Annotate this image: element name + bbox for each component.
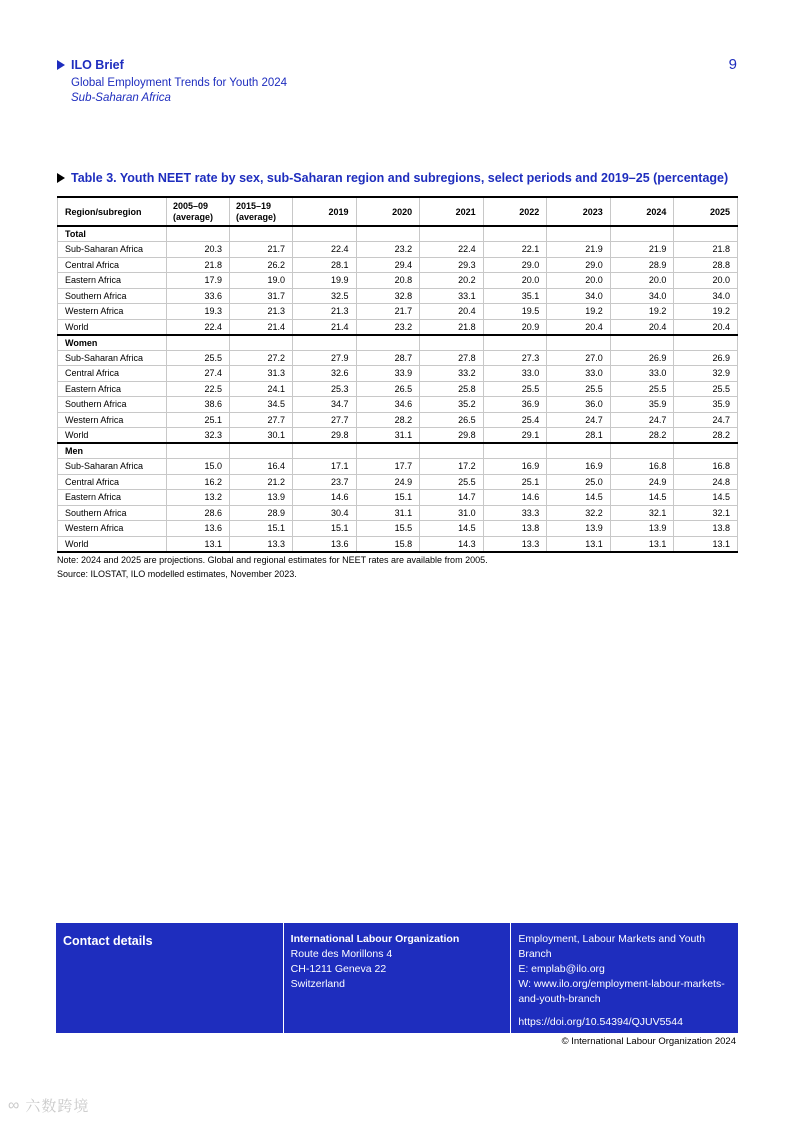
value-cell: 16.4 [230,459,293,475]
value-cell: 27.8 [420,350,484,366]
address-line-1: Route des Morillons 4 [290,948,393,960]
table-notes [57,553,488,581]
value-cell: 25.0 [547,474,611,490]
value-cell: 16.9 [547,459,611,475]
value-cell: 13.1 [610,536,674,552]
table-title-text: Table 3. Youth NEET rate by sex, sub-Saharan region and subregions, select periods and 2019–25 (percentage) [71,171,729,185]
value-cell: 19.3 [167,304,230,320]
value-cell: 22.4 [420,242,484,258]
value-cell: 22.5 [167,381,230,397]
value-cell: 24.7 [610,412,674,428]
value-cell: 14.6 [293,490,357,506]
value-cell: 25.5 [674,381,738,397]
value-cell: 25.1 [483,474,547,490]
value-cell: 19.2 [547,304,611,320]
value-cell: 34.0 [547,288,611,304]
row-label: Sub-Saharan Africa [58,350,167,366]
value-cell: 27.3 [483,350,547,366]
value-cell: 32.3 [167,428,230,444]
value-cell: 14.5 [610,490,674,506]
value-cell: 26.9 [674,350,738,366]
value-cell: 29.0 [547,257,611,273]
value-cell: 26.5 [420,412,484,428]
empty-cell [420,226,484,242]
value-cell: 32.1 [674,505,738,521]
value-cell: 21.8 [167,257,230,273]
value-cell: 20.0 [610,273,674,289]
table-header-row [58,197,738,226]
value-cell: 13.6 [293,536,357,552]
row-label: Western Africa [58,521,167,537]
value-cell: 20.4 [674,319,738,335]
empty-cell [230,226,293,242]
copyright: © International Labour Organization 2024 [561,1036,736,1047]
value-cell: 27.7 [230,412,293,428]
group-row [58,335,738,351]
value-cell: 29.0 [483,257,547,273]
value-cell: 28.1 [547,428,611,444]
value-cell: 21.7 [230,242,293,258]
value-cell: 28.9 [230,505,293,521]
value-cell: 22.1 [483,242,547,258]
empty-cell [420,443,484,459]
value-cell: 25.5 [483,381,547,397]
table-row [58,505,738,521]
row-label: Southern Africa [58,505,167,521]
value-cell: 13.2 [167,490,230,506]
value-cell: 36.9 [483,397,547,413]
value-cell: 20.4 [420,304,484,320]
value-cell: 14.7 [420,490,484,506]
empty-cell [547,226,611,242]
value-cell: 32.8 [356,288,420,304]
value-cell: 25.5 [420,474,484,490]
value-cell: 16.2 [167,474,230,490]
value-cell: 21.4 [293,319,357,335]
value-cell: 24.7 [674,412,738,428]
contact-doi[interactable]: https://doi.org/10.54394/QJUV5544 [518,1016,683,1028]
value-cell: 24.8 [674,474,738,490]
table-row [58,273,738,289]
value-cell: 17.2 [420,459,484,475]
row-label: Sub-Saharan Africa [58,459,167,475]
value-cell: 17.7 [356,459,420,475]
empty-cell [610,226,674,242]
table-row [58,242,738,258]
value-cell: 38.6 [167,397,230,413]
empty-cell [420,335,484,351]
table-row [58,381,738,397]
value-cell: 17.9 [167,273,230,289]
row-label: Southern Africa [58,397,167,413]
contact-email[interactable]: E: emplab@ilo.org [518,963,605,975]
empty-cell [167,443,230,459]
col-header-2015-19-line2: (average) [236,211,277,222]
value-cell: 28.9 [610,257,674,273]
table-row [58,474,738,490]
value-cell: 26.5 [356,381,420,397]
empty-cell [483,335,547,351]
value-cell: 16.8 [674,459,738,475]
value-cell: 20.3 [167,242,230,258]
value-cell: 24.9 [356,474,420,490]
row-label: Sub-Saharan Africa [58,242,167,258]
value-cell: 19.9 [293,273,357,289]
value-cell: 21.8 [420,319,484,335]
value-cell: 21.3 [293,304,357,320]
group-label: Total [58,226,167,242]
value-cell: 15.1 [293,521,357,537]
value-cell: 21.2 [230,474,293,490]
value-cell: 21.9 [547,242,611,258]
value-cell: 23.2 [356,242,420,258]
value-cell: 24.9 [610,474,674,490]
value-cell: 27.0 [547,350,611,366]
col-header-2021: 2021 [420,197,484,226]
value-cell: 24.1 [230,381,293,397]
brief-row [57,57,739,73]
value-cell: 14.5 [547,490,611,506]
table-title [57,171,728,185]
value-cell: 15.5 [356,521,420,537]
value-cell: 13.9 [230,490,293,506]
value-cell: 34.5 [230,397,293,413]
value-cell: 27.9 [293,350,357,366]
table-body [58,226,738,552]
value-cell: 28.2 [356,412,420,428]
value-cell: 28.7 [356,350,420,366]
empty-cell [230,335,293,351]
branch-name: Employment, Labour Markets and Youth Branch [518,933,706,960]
value-cell: 25.5 [610,381,674,397]
value-cell: 35.1 [483,288,547,304]
value-cell: 26.9 [610,350,674,366]
table-source: Source: ILOSTAT, ILO modelled estimates, November 2023. [57,569,297,579]
value-cell: 35.2 [420,397,484,413]
value-cell: 33.9 [356,366,420,382]
value-cell: 20.8 [356,273,420,289]
value-cell: 28.2 [674,428,738,444]
value-cell: 33.0 [547,366,611,382]
value-cell: 32.9 [674,366,738,382]
value-cell: 28.8 [674,257,738,273]
value-cell: 33.1 [420,288,484,304]
table-row [58,257,738,273]
value-cell: 14.3 [420,536,484,552]
empty-cell [356,335,420,351]
value-cell: 27.2 [230,350,293,366]
row-label: Central Africa [58,257,167,273]
value-cell: 20.2 [420,273,484,289]
col-header-2020: 2020 [356,197,420,226]
value-cell: 22.4 [167,319,230,335]
table-row [58,536,738,552]
empty-cell [610,443,674,459]
row-label: World [58,536,167,552]
group-label: Men [58,443,167,459]
value-cell: 20.0 [547,273,611,289]
value-cell: 22.4 [293,242,357,258]
value-cell: 35.9 [610,397,674,413]
value-cell: 25.3 [293,381,357,397]
neet-table [57,196,738,553]
col-header-2005-09-line2: (average) [173,211,214,222]
watermark-text: 六数跨境 [25,1098,90,1115]
row-label: Eastern Africa [58,381,167,397]
col-header-2015-19-line1: 2015–19 [236,200,272,211]
value-cell: 21.7 [356,304,420,320]
value-cell: 21.4 [230,319,293,335]
value-cell: 13.9 [610,521,674,537]
value-cell: 15.1 [230,521,293,537]
table-note: Note: 2024 and 2025 are projections. Global and regional estimates for NEET rates are available from 2005. [57,555,488,565]
value-cell: 15.8 [356,536,420,552]
value-cell: 32.1 [610,505,674,521]
value-cell: 25.1 [167,412,230,428]
col-header-2025: 2025 [674,197,738,226]
address-country: Switzerland [290,978,345,990]
col-header-2005-09 [167,197,230,226]
empty-cell [167,335,230,351]
group-row [58,226,738,242]
value-cell: 29.4 [356,257,420,273]
value-cell: 14.5 [674,490,738,506]
value-cell: 19.2 [610,304,674,320]
brief-title: ILO Brief [71,58,124,72]
watermark-logo-icon: ∞ [8,1096,20,1114]
col-header-2015-19 [230,197,293,226]
empty-cell [230,443,293,459]
report-region: Sub-Saharan Africa [71,92,171,104]
value-cell: 21.9 [610,242,674,258]
value-cell: 29.3 [420,257,484,273]
value-cell: 13.9 [547,521,611,537]
value-cell: 13.8 [483,521,547,537]
value-cell: 36.0 [547,397,611,413]
row-label: Central Africa [58,366,167,382]
table-row [58,350,738,366]
row-label: Southern Africa [58,288,167,304]
value-cell: 32.2 [547,505,611,521]
value-cell: 34.0 [674,288,738,304]
contact-branch [510,923,738,1033]
empty-cell [293,443,357,459]
contact-web[interactable]: W: www.ilo.org/employment-labour-markets-and-youth-branch [518,978,725,1005]
col-header-region: Region/subregion [58,197,167,226]
value-cell: 32.5 [293,288,357,304]
table-row [58,459,738,475]
table-row [58,521,738,537]
value-cell: 19.2 [674,304,738,320]
value-cell: 25.5 [167,350,230,366]
empty-cell [674,226,738,242]
report-subtitle: Global Employment Trends for Youth 2024 [71,77,288,89]
row-label: Eastern Africa [58,490,167,506]
table-row [58,319,738,335]
value-cell: 33.2 [420,366,484,382]
table-row [58,428,738,444]
value-cell: 28.2 [610,428,674,444]
empty-cell [547,443,611,459]
value-cell: 15.1 [356,490,420,506]
value-cell: 26.2 [230,257,293,273]
value-cell: 31.7 [230,288,293,304]
value-cell: 30.1 [230,428,293,444]
value-cell: 25.5 [547,381,611,397]
value-cell: 33.0 [610,366,674,382]
table-row [58,397,738,413]
value-cell: 33.6 [167,288,230,304]
empty-cell [293,335,357,351]
empty-cell [674,335,738,351]
value-cell: 23.2 [356,319,420,335]
value-cell: 24.7 [547,412,611,428]
page-number: 9 [728,56,737,73]
empty-cell [293,226,357,242]
value-cell: 28.6 [167,505,230,521]
empty-cell [356,443,420,459]
row-label: Central Africa [58,474,167,490]
empty-cell [674,443,738,459]
col-header-2022: 2022 [483,197,547,226]
row-label: Eastern Africa [58,273,167,289]
value-cell: 13.1 [167,536,230,552]
col-header-2005-09-line1: 2005–09 [173,200,209,211]
value-cell: 17.1 [293,459,357,475]
table-row [58,304,738,320]
contact-heading: Contact details [63,934,153,948]
value-cell: 34.0 [610,288,674,304]
col-header-2023: 2023 [547,197,611,226]
table-row [58,288,738,304]
value-cell: 20.4 [547,319,611,335]
col-header-2019: 2019 [293,197,357,226]
triangle-bullet-icon [57,60,65,70]
row-label: Western Africa [58,412,167,428]
value-cell: 31.1 [356,428,420,444]
value-cell: 28.1 [293,257,357,273]
value-cell: 34.7 [293,397,357,413]
value-cell: 35.9 [674,397,738,413]
value-cell: 13.1 [547,536,611,552]
value-cell: 33.3 [483,505,547,521]
value-cell: 15.0 [167,459,230,475]
table-row [58,412,738,428]
value-cell: 13.1 [674,536,738,552]
value-cell: 14.5 [420,521,484,537]
empty-cell [610,335,674,351]
value-cell: 20.0 [674,273,738,289]
value-cell: 33.0 [483,366,547,382]
value-cell: 25.8 [420,381,484,397]
contact-address [283,923,511,1033]
value-cell: 23.7 [293,474,357,490]
value-cell: 31.0 [420,505,484,521]
empty-cell [167,226,230,242]
value-cell: 14.6 [483,490,547,506]
value-cell: 29.8 [293,428,357,444]
value-cell: 21.3 [230,304,293,320]
group-row [58,443,738,459]
value-cell: 34.6 [356,397,420,413]
row-label: Western Africa [58,304,167,320]
value-cell: 20.9 [483,319,547,335]
value-cell: 25.4 [483,412,547,428]
group-label: Women [58,335,167,351]
value-cell: 16.9 [483,459,547,475]
value-cell: 19.0 [230,273,293,289]
value-cell: 20.0 [483,273,547,289]
contact-box [56,923,738,1033]
empty-cell [547,335,611,351]
value-cell: 19.5 [483,304,547,320]
row-label: World [58,428,167,444]
org-name: International Labour Organization [290,933,460,945]
value-cell: 29.1 [483,428,547,444]
table-row [58,490,738,506]
empty-cell [356,226,420,242]
value-cell: 20.4 [610,319,674,335]
value-cell: 32.6 [293,366,357,382]
value-cell: 30.4 [293,505,357,521]
empty-cell [483,226,547,242]
page-header [57,57,739,104]
value-cell: 29.8 [420,428,484,444]
address-line-2: CH-1211 Geneva 22 [290,963,387,975]
value-cell: 13.3 [483,536,547,552]
value-cell: 31.1 [356,505,420,521]
value-cell: 13.6 [167,521,230,537]
watermark [8,1095,89,1116]
empty-cell [483,443,547,459]
row-label: World [58,319,167,335]
triangle-bullet-icon [57,173,65,183]
table-row [58,366,738,382]
value-cell: 31.3 [230,366,293,382]
col-header-2024: 2024 [610,197,674,226]
value-cell: 13.8 [674,521,738,537]
value-cell: 16.8 [610,459,674,475]
value-cell: 27.4 [167,366,230,382]
value-cell: 13.3 [230,536,293,552]
value-cell: 21.8 [674,242,738,258]
value-cell: 27.7 [293,412,357,428]
